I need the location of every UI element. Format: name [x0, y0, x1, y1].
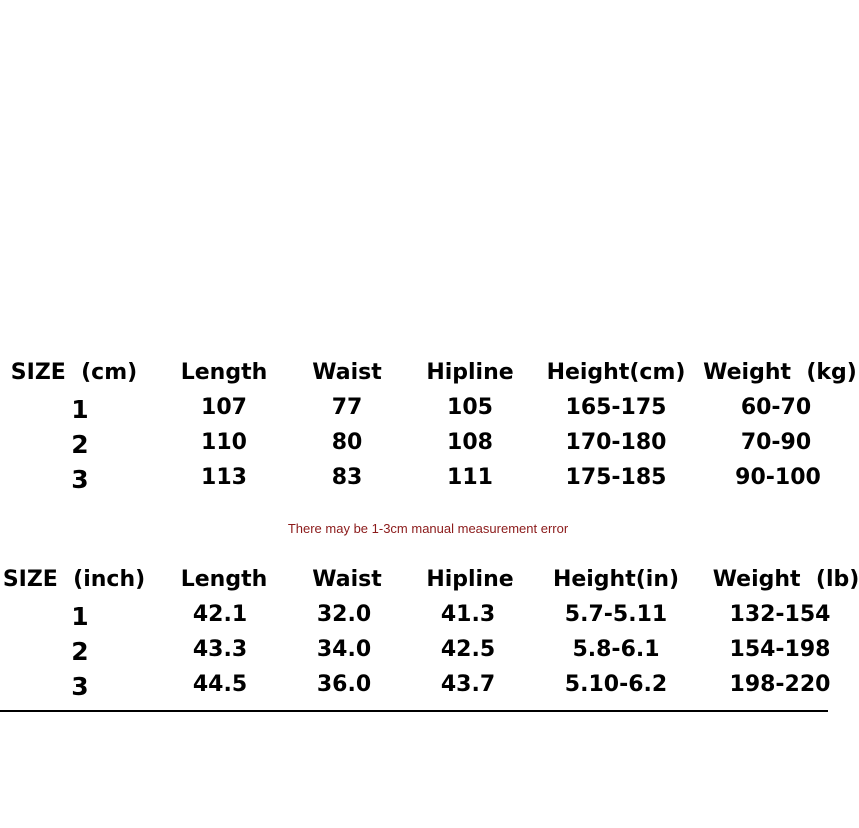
size-cell: 2 — [71, 637, 89, 666]
hipline-cell: 105 — [447, 395, 493, 420]
table-row — [0, 602, 831, 636]
header-length: Length — [180, 567, 268, 592]
waist-cell: 83 — [331, 465, 363, 490]
weight-cell: 132-154 — [729, 602, 831, 627]
header-row — [0, 360, 857, 394]
height-cell: 5.8-6.1 — [572, 637, 660, 662]
length-cell: 42.1 — [192, 602, 248, 627]
height-cell: 5.7-5.11 — [564, 602, 668, 627]
height-cell: 5.10-6.2 — [564, 672, 668, 697]
header-size: SIZE (cm) — [10, 360, 138, 385]
waist-cell: 80 — [331, 430, 363, 455]
length-cell: 107 — [201, 395, 247, 420]
hipline-cell: 41.3 — [440, 602, 496, 627]
header-height: Height(cm) — [546, 360, 686, 385]
table-row — [0, 465, 828, 499]
length-cell: 113 — [201, 465, 247, 490]
header-length: Length — [180, 360, 268, 385]
header-row — [0, 567, 859, 601]
header-waist: Waist — [312, 360, 382, 385]
size-cell: 2 — [71, 430, 89, 459]
waist-cell: 32.0 — [316, 602, 372, 627]
height-cell: 175-185 — [565, 465, 667, 490]
size-cell: 1 — [71, 395, 89, 424]
height-cell: 165-175 — [565, 395, 667, 420]
weight-cell: 70-90 — [740, 430, 812, 455]
hipline-cell: 43.7 — [440, 672, 496, 697]
weight-cell: 90-100 — [735, 465, 821, 490]
table-row — [0, 672, 831, 706]
weight-cell: 154-198 — [729, 637, 831, 662]
header-weight: Weight (lb) — [712, 567, 859, 592]
header-size: SIZE (inch) — [2, 567, 146, 592]
header-height: Height(in) — [552, 567, 680, 592]
hipline-cell: 111 — [447, 465, 493, 490]
table-row — [0, 430, 828, 464]
waist-cell: 34.0 — [316, 637, 372, 662]
waist-cell: 77 — [331, 395, 363, 420]
size-cell: 3 — [71, 672, 89, 701]
waist-cell: 36.0 — [316, 672, 372, 697]
table-row — [0, 395, 828, 429]
bottom-divider — [0, 710, 828, 712]
length-cell: 110 — [201, 430, 247, 455]
header-hipline: Hipline — [426, 567, 514, 592]
table-row — [0, 637, 831, 671]
hipline-cell: 108 — [447, 430, 493, 455]
height-cell: 170-180 — [565, 430, 667, 455]
length-cell: 43.3 — [192, 637, 248, 662]
measurement-note: There may be 1-3cm manual measurement error — [287, 521, 569, 536]
length-cell: 44.5 — [192, 672, 248, 697]
header-hipline: Hipline — [426, 360, 514, 385]
weight-cell: 198-220 — [729, 672, 831, 697]
size-cell: 1 — [71, 602, 89, 631]
header-waist: Waist — [312, 567, 382, 592]
hipline-cell: 42.5 — [440, 637, 496, 662]
weight-cell: 60-70 — [740, 395, 812, 420]
size-cell: 3 — [71, 465, 89, 494]
header-weight: Weight (kg) — [703, 360, 857, 385]
